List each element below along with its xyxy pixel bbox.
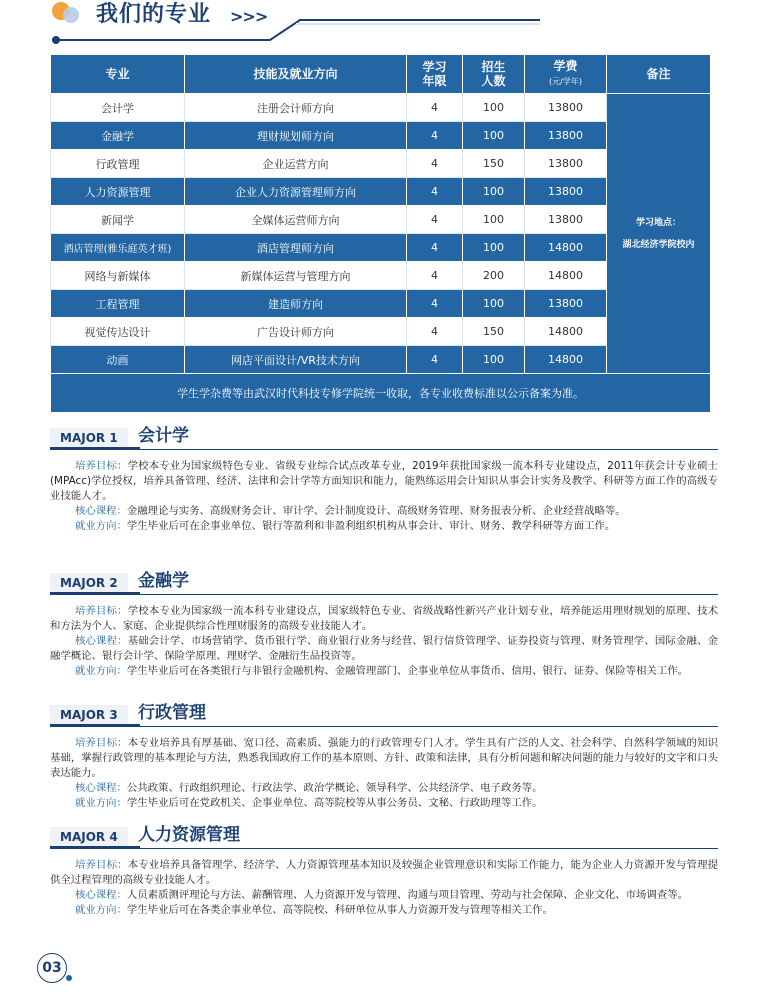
goal-paragraph: 培养目标：本专业培养具备管理学、经济学、人力资源管理基本知识及较强企业管理意识和实际工作能力，能为企业人力资源开发与管理提供全过程管理的高级专业技能人才。: [50, 859, 719, 886]
job-paragraph: 就业方向：学生毕业后可在党政机关、企事业单位、高等院校等从事公务员、文秘、行政助理等工作。: [74, 797, 543, 809]
header-direction: 技能及就业方向: [185, 55, 407, 94]
cell-years: 4: [407, 262, 463, 290]
job-paragraph: 就业方向：学生毕业后可在企事业单位、银行等盈利和非盈利组织机构从事会计、审计、财务、教学科研等方面工作。: [74, 520, 616, 532]
major-tag: MAJOR 4: [50, 827, 128, 847]
major-section-1: [50, 426, 718, 534]
table-footer-row: [51, 374, 711, 413]
cell-major: 人力资源管理: [51, 178, 185, 206]
header-note: 备注: [607, 55, 711, 94]
goal-paragraph: 培养目标：本专业培养具有厚基础、宽口径、高素质、强能力的行政管理专门人才。学生具有广泛的人文、社会科学、自然科学领域的知识基础，掌握行政管理的基本理论与方法，熟悉我国政府工作的基本原则、方针、政策和法律，具有分析问题和解决问题的能力与较好的文字和口头表达能力。: [50, 737, 719, 779]
cell-major: 动画: [51, 346, 185, 374]
major-heading: [50, 571, 718, 595]
major-tag: MAJOR 3: [50, 705, 128, 725]
major-section-3: [50, 703, 718, 811]
job-paragraph: 就业方向：学生毕业后可在各类银行与非银行金融机构、金融管理部门、企事业单位从事货币、信用、银行、证券、保险等相关工作。: [74, 665, 688, 677]
blue-circle-icon: [63, 7, 79, 23]
major-section-4: [50, 825, 718, 918]
major-tag: MAJOR 1: [50, 428, 128, 448]
cell-fee: 13800: [525, 206, 607, 234]
heading-rule: [50, 848, 718, 849]
table-header-row: [51, 55, 711, 94]
cell-enroll: 150: [463, 318, 525, 346]
course-paragraph: 核心课程：金融理论与实务、高级财务会计、审计学、会计制度设计、高级财务管理、财务报表分析、企业经营战略等。: [74, 505, 626, 517]
cell-direction: 建造师方向: [185, 290, 407, 318]
cell-major: 视觉传达设计: [51, 318, 185, 346]
header-years: 学习 年限: [407, 55, 463, 94]
cell-major: 酒店管理(雅乐庭英才班): [51, 234, 185, 262]
major-heading: [50, 825, 718, 849]
goal-paragraph: 培养目标：学校本专业为国家级特色专业、省级专业综合试点改革专业，2019年获批国家级一流本科专业建设点，2011年获会计专业硕士(MPAcc)学位授权，培养具备管理、经济、法律和会计学等方面知识和能力，能熟练运用会计知识从事会计实务及教学、科研等方面工作的高级专业技能人才。: [50, 460, 718, 502]
cell-direction: 酒店管理师方向: [185, 234, 407, 262]
cell-years: 4: [407, 94, 463, 122]
major-tag: MAJOR 2: [50, 573, 128, 593]
cell-direction: 全媒体运营师方向: [185, 206, 407, 234]
heading-rule: [50, 449, 718, 450]
cell-direction: 理财规划师方向: [185, 122, 407, 150]
cell-enroll: 100: [463, 122, 525, 150]
cell-major: 行政管理: [51, 150, 185, 178]
page-title: 我们的专业: [96, 2, 212, 27]
cell-enroll: 100: [463, 206, 525, 234]
course-paragraph: 核心课程：人员素质测评理论与方法、薪酬管理、人力资源开发与管理、沟通与项目管理、劳动与社会保障、企业文化、市场调查等。: [74, 889, 688, 901]
course-paragraph: 核心课程：公共政策、行政组织理论、行政法学、政治学概论、领导科学、公共经济学、电子政务等。: [74, 782, 543, 794]
cell-direction: 新媒体运营与管理方向: [185, 262, 407, 290]
major-name: 人力资源管理: [138, 825, 240, 845]
course-paragraph: 核心课程：基础会计学、市场营销学、货币银行学、商业银行业务与经营、银行信贷管理学、证券投资与管理、财务管理学、国际金融、金融学概论、银行会计学、保险学原理、理财学、金融衍生品投资等。: [50, 635, 719, 662]
heading-rule: [50, 594, 718, 595]
cell-enroll: 100: [463, 290, 525, 318]
cell-major: 会计学: [51, 94, 185, 122]
cell-years: 4: [407, 150, 463, 178]
cell-enroll: 100: [463, 178, 525, 206]
cell-fee: 13800: [525, 150, 607, 178]
fee-notice: 学生学杂费等由武汉时代科技专修学院统一收取，各专业收费标准以公示备案为准。: [51, 374, 711, 413]
goal-paragraph: 培养目标：学校本专业为国家级一流本科专业建设点，国家级特色专业、省级战略性新兴产业计划专业，培养能运用理财规划的原理、技术和方法为个人、家庭、企业提供综合性理财服务的高级专业技能人才。: [50, 605, 719, 632]
cell-direction: 企业人力资源管理师方向: [185, 178, 407, 206]
cell-direction: 注册会计师方向: [185, 94, 407, 122]
cell-enroll: 100: [463, 94, 525, 122]
header-enroll: 招生 人数: [463, 55, 525, 94]
major-name: 会计学: [138, 426, 189, 446]
page-header: [0, 0, 762, 48]
cell-direction: 广告设计师方向: [185, 318, 407, 346]
cell-years: 4: [407, 122, 463, 150]
cell-direction: 企业运营方向: [185, 150, 407, 178]
cell-enroll: 100: [463, 234, 525, 262]
cell-fee: 14800: [525, 346, 607, 374]
major-description: [50, 736, 718, 811]
cell-years: 4: [407, 206, 463, 234]
page-number: 03: [37, 953, 67, 983]
cell-direction: 网店平面设计/VR技术方向: [185, 346, 407, 374]
cell-fee: 13800: [525, 178, 607, 206]
major-description: [50, 858, 718, 918]
major-section-2: [50, 571, 718, 679]
header-fee: 学费 (元/学年): [525, 55, 607, 94]
cell-major: 金融学: [51, 122, 185, 150]
major-description: [50, 604, 718, 679]
cell-years: 4: [407, 346, 463, 374]
cell-major: 网络与新媒体: [51, 262, 185, 290]
cell-major: 工程管理: [51, 290, 185, 318]
major-heading: [50, 703, 718, 727]
cell-years: 4: [407, 318, 463, 346]
cell-years: 4: [407, 290, 463, 318]
major-name: 金融学: [138, 571, 189, 591]
cell-fee: 14800: [525, 318, 607, 346]
table-row: [51, 94, 711, 122]
cell-enroll: 100: [463, 346, 525, 374]
major-heading: [50, 426, 718, 450]
job-paragraph: 就业方向：学生毕业后可在各类企事业单位、高等院校、科研单位从事人力资源开发与管理等相关工作。: [74, 904, 553, 916]
chevrons-icon: >>>: [230, 7, 268, 26]
cell-fee: 14800: [525, 262, 607, 290]
cell-years: 4: [407, 234, 463, 262]
cell-enroll: 200: [463, 262, 525, 290]
cell-note: 学习地点： 湖北经济学院校内: [607, 94, 711, 374]
cell-fee: 14800: [525, 234, 607, 262]
cell-years: 4: [407, 178, 463, 206]
page-number-dot: [66, 975, 72, 981]
cell-fee: 13800: [525, 290, 607, 318]
majors-table: [50, 54, 711, 413]
major-description: [50, 459, 718, 534]
cell-enroll: 150: [463, 150, 525, 178]
cell-fee: 13800: [525, 94, 607, 122]
cell-fee: 13800: [525, 122, 607, 150]
header-major: 专业: [51, 55, 185, 94]
heading-rule: [50, 726, 718, 727]
cell-major: 新闻学: [51, 206, 185, 234]
major-name: 行政管理: [138, 703, 206, 723]
